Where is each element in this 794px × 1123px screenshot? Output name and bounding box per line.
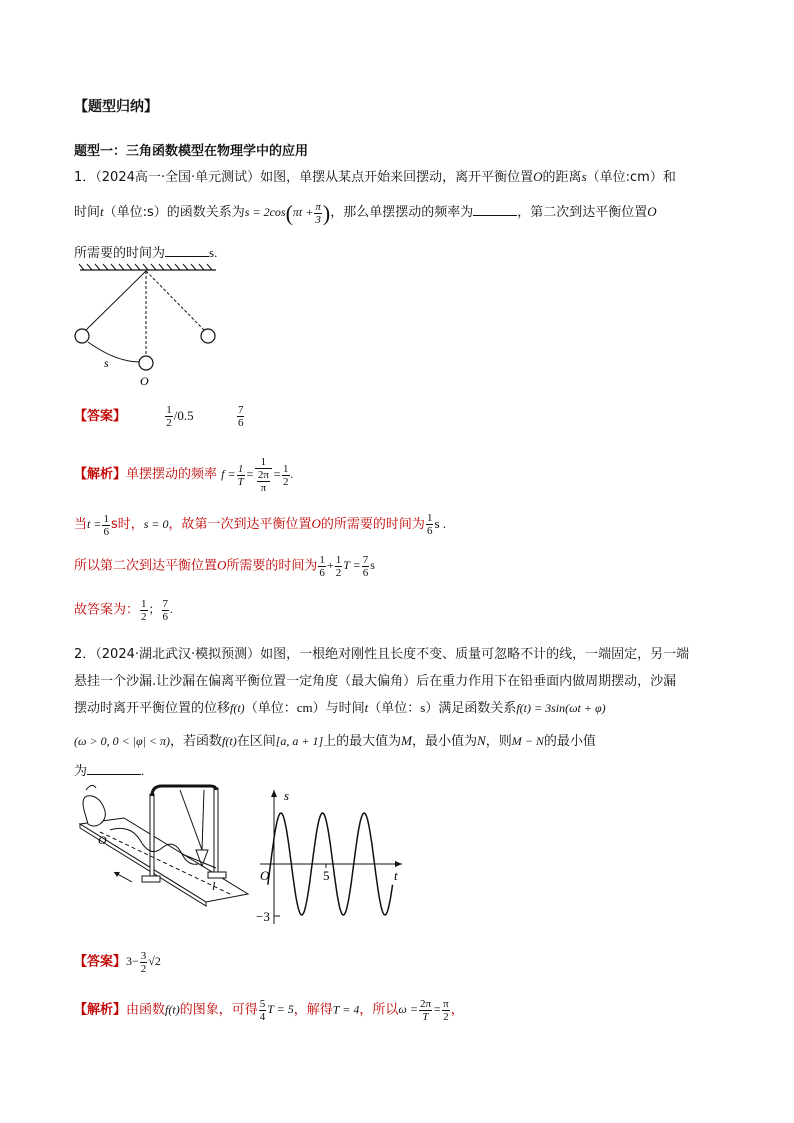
q1-analysis-4: 故答案为： $\frac{1}{2}$ ； $\frac{7}{6}$ .	[74, 598, 174, 623]
graph-label-t: t	[394, 868, 398, 883]
section-title: 【题型归纳】	[74, 99, 158, 115]
q1-analysis-1: 【解析】单摆摆动的频率 f = $\frac{1}{T}$ = $\frac{1}{\frac{2\pi}{\pi}}$ = $\frac{1}{2}$ .	[74, 456, 294, 494]
type-heading: 题型一：三角函数模型在物理学中的应用	[74, 144, 309, 159]
q1-number: 1．	[74, 170, 96, 185]
graph-label-5: 5	[323, 868, 330, 883]
graph-label-minus3: −3	[256, 909, 270, 924]
q1-source: （2024高一·全国·单元测试）	[95, 170, 261, 185]
graph-label-O: O	[260, 868, 270, 883]
pendulum-ball-left	[75, 329, 89, 343]
sand-pendulum-figure	[70, 784, 250, 920]
q1-line1: 1．（2024高一·全国·单元测试）如图，单摆从某点开始来回摆动，离开平衡位置O的距离s（单位:cm）和	[74, 169, 676, 185]
fig-label-s: s	[104, 356, 109, 370]
fig2-label-O: O	[98, 833, 107, 847]
q2-analysis: 【解析】由函数f(t)的图象，可得 $\frac{5}{4}$ T = 5，解得T = 4，所以ω = $\frac{2\pi}{T}$ = $\frac{\pi}{2}$ ，	[74, 998, 464, 1023]
q1-blank-2[interactable]	[165, 244, 209, 257]
q2-blank[interactable]	[87, 762, 141, 775]
pendulum-ball-right	[201, 329, 215, 343]
analysis-label: 【解析】	[74, 466, 127, 482]
pendulum-string	[86, 271, 146, 330]
q2-line1: 2．（2024·湖北武汉·模拟预测）如图，一根绝对刚性且长度不变、质量可忽略不计的线，一端固定，另一端	[74, 647, 690, 662]
q2-line5: 为 .	[74, 763, 145, 779]
q1-analysis-2: 当t = $\frac{1}{6}$ s时，s = 0，故第一次到达平衡位置O的所需要的时间为 $\frac{1}{6}$ s .	[74, 512, 446, 538]
q2-line4: (ω > 0, 0 < |φ| < π)，若函数f(t)在区间[a, a + 1]上的最大值为M，最小值为N，则M − N的最小值	[74, 733, 596, 749]
q1-blank-1[interactable]	[473, 203, 517, 216]
q1-analysis-3: 所以第二次到达平衡位置O所需要的时间为 $\frac{1}{6}$ + $\frac{1}{2}$ T = $\frac{7}{6}$ s	[74, 554, 375, 579]
q2-line2: 悬挂一个沙漏.让沙漏在偏离平衡位置一定角度（最大偏角）后在重力作用下在铅垂面内做周期摆动，沙漏	[74, 674, 677, 689]
graph-label-s: s	[284, 788, 290, 803]
answer-label: 【答案】	[74, 954, 127, 970]
answer-label: 【答案】	[74, 409, 127, 424]
q2-line3: 摆动时离开平衡位置的位移f(t)（单位：cm）与时间t（单位：s）满足函数关系f(t) = 3sin(ωt + φ)	[74, 700, 606, 716]
q1-formula: s = 2cos(πt + $\frac{\pi}{3}$ )	[244, 200, 331, 226]
fig-label-O: O	[140, 374, 149, 388]
pendulum-ball-center	[139, 356, 153, 370]
q1-line3: 所需要的时间为 s.	[74, 245, 218, 261]
analysis-label: 【解析】	[74, 1002, 127, 1018]
q2-answer: 【答案】3− $\frac{3}{2}$ √2	[74, 950, 161, 975]
sine-graph	[252, 784, 412, 934]
fig2-label-l: l	[212, 879, 216, 893]
q1-line2: 时间t（单位:s）的函数关系为s = 2cos(πt + $\frac{\pi}{3}$ )，那么单摆摆动的频率为 ，第二次到达平衡位置O	[74, 200, 657, 226]
q1-answer: 【答案】 $\frac{1}{2}$ /0.5 $\frac{7}{6}$	[74, 404, 244, 429]
q2-source: （2024·湖北武汉·模拟预测）	[95, 647, 261, 662]
q2-number: 2．	[74, 647, 96, 662]
pendulum-figure	[68, 262, 228, 390]
